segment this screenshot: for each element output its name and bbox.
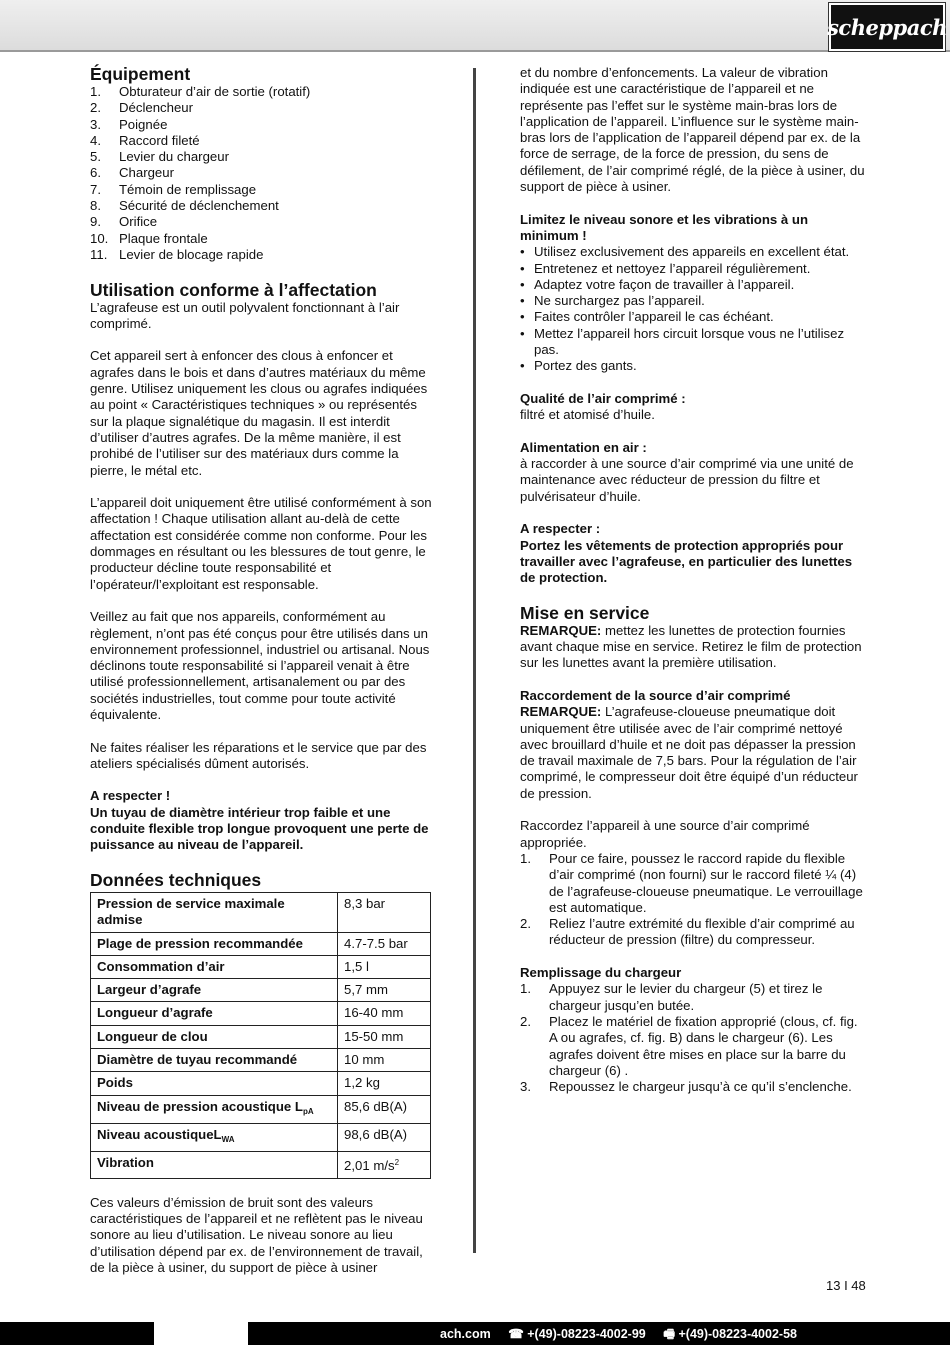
left-column <box>90 64 435 1276</box>
list-item: 2. Déclencheur <box>90 100 194 116</box>
footer-bar <box>0 1322 950 1345</box>
footer-website: ach.com <box>440 1327 491 1341</box>
list-item: • Utilisez exclusivement des appareils en excellent état. <box>520 244 850 260</box>
usage-paragraph-5: Ne faites réaliser les réparations et le service que par des ateliers spécialisés dûment autorisés. <box>90 739 427 771</box>
list-item: 1. Appuyez sur le levier du chargeur (5) et tirez le chargeur jusqu’en butée. <box>520 981 823 1013</box>
table-value: 1,2 kg <box>338 1072 431 1095</box>
respect-heading: A respecter : <box>520 521 601 537</box>
list-item: 5. Levier du chargeur <box>90 149 229 165</box>
table-row <box>91 1095 431 1123</box>
loading-heading: Remplissage du chargeur <box>520 965 682 981</box>
limit-heading: Limitez le niveau sonore et les vibrations à un minimum ! <box>520 211 809 243</box>
list-item: • Portez des gants. <box>520 358 637 374</box>
connection-paragraph: Raccordez l’appareil à une source d’air comprimé appropriée. <box>520 818 810 850</box>
table-value: 15-50 mm <box>338 1025 431 1048</box>
air-quality-text: filtré et atomisé d’huile. <box>520 407 655 423</box>
emission-paragraph: Ces valeurs d’émission de bruit sont des valeurs caractéristiques de l’appareil et ne reflètent pas le niveau sonore au lieu d’utilisation. Le niveau sonore au lieu d’utilisation dépend par ex. de l’environnement de travail, de la pièce à usiner, du support de pièce à usiner <box>90 1194 423 1275</box>
list-item: 8. Sécurité de déclenchement <box>90 198 279 214</box>
connection-heading: Raccordement de la source d’air comprimé <box>520 687 791 703</box>
table-key: Plage de pression recommandée <box>91 932 338 955</box>
limit-list <box>520 244 865 374</box>
technical-data-table <box>90 892 431 1179</box>
warning-text: Un tuyau de diamètre intérieur trop faible et une conduite flexible trop longue provoquent une perte de puissance au niveau de l’appareil. <box>90 804 429 853</box>
table-key: Niveau de pression acoustique $L_{pA}$ <box>91 1095 338 1123</box>
table-key: Largeur d’agrafe <box>91 979 338 1002</box>
list-item: 10. Plaque frontale <box>90 230 208 246</box>
footer-fax: 🖷 +(49)-08223-4002-58 <box>663 1327 797 1341</box>
table-key: Consommation d’air <box>91 955 338 978</box>
header-bar <box>0 0 950 52</box>
column-divider <box>473 68 476 1253</box>
brand-logo: scheppach <box>829 3 945 51</box>
table-value: 2,01 $m/s^2$ <box>338 1152 431 1178</box>
list-item: • Adaptez votre façon de travailler à l’appareil. <box>520 276 795 292</box>
footer-white-block <box>154 1322 248 1345</box>
list-item: • Mettez l’appareil hors circuit lorsque vous ne l’utilisez pas. <box>520 325 845 358</box>
table-value: 1,5 l <box>338 955 431 978</box>
table-value: 4.7-7.5 bar <box>338 932 431 955</box>
table-key: Diamètre de tuyau recommandé <box>91 1049 338 1072</box>
technical-data-heading: Données techniques <box>90 869 262 890</box>
footer-contact <box>440 1325 811 1346</box>
footer-phone: ☎ +(49)-08223-4002-99 <box>508 1327 646 1341</box>
usage-paragraph-4: Veillez au fait que nos appareils, conformément au règlement, n’ont pas été conçus pour être utilisés dans un environnement professionnel, industriel ou artisanal. Nous déclinons toute responsabilité si l’appareil venait à être utilisé professionnellement, artisanalement ou par des sociétés industrielles, tout comme pour toute activité équivalente. <box>90 609 430 722</box>
table-value: 5,7 mm <box>338 979 431 1002</box>
list-item: 2. Placez le matériel de fixation approprié (clous, cf. fig. A ou agrafes, cf. fig. B) dans le chargeur (6). Les agrafes doivent être mises en place sur la barre du chargeur (6) . <box>520 1013 858 1078</box>
list-item: 1. Pour ce faire, poussez le raccord rapide du flexible d’air comprimé (non fourni) sur le raccord fileté ¼ (4) de l’agrafeuse-cloueuse pneumatique. Le verrouillage est automatique. <box>520 850 863 915</box>
list-item: 6. Chargeur <box>90 165 174 181</box>
usage-paragraph-1: L’agrafeuse est un outil polyvalent fonctionnant à l’air comprimé. <box>90 299 400 331</box>
table-value: 16-40 mm <box>338 1002 431 1025</box>
table-row <box>91 979 431 1002</box>
table-key: Pression de service maximale admise <box>91 892 338 932</box>
usage-heading: Utilisation conforme à l’affectation <box>90 279 377 300</box>
page-number: 13 I 48 <box>826 1278 866 1293</box>
commissioning-remark: REMARQUE: mettez les lunettes de protection fournies avant chaque mise en service. Retirez le film de protection sur les lunettes avant la première utilisation. <box>520 622 862 671</box>
table-row <box>91 932 431 955</box>
usage-paragraph-2: Cet appareil sert à enfoncer des clous à enfoncer et agrafes dans le bois et dans d’autres matériaux du même genre. Utilisez uniquement les clous ou agrafes indiquées au point « Caractéristiques techniques » ou représentés sur la plaque signalétique du magasin. Il est interdit d’utiliser d’autres agrafes. De la même manière, il est prohibé de l’utiliser sur des matériaux durs comme la pierre, le métal etc. <box>90 348 428 478</box>
table-row <box>91 955 431 978</box>
table-row <box>91 892 431 932</box>
loading-steps <box>520 981 865 1095</box>
table-value: 85,6 dB(A) <box>338 1095 431 1123</box>
table-key: Niveau acoustiqueL$_{WA}$ <box>91 1123 338 1151</box>
list-item: 1. Obturateur d’air de sortie (rotatif) <box>90 84 311 99</box>
table-row <box>91 1025 431 1048</box>
list-item: 3. Poignée <box>90 116 168 132</box>
table-value: 98,6 dB(A) <box>338 1123 431 1151</box>
list-item: 7. Témoin de remplissage <box>90 181 257 197</box>
list-item: • Entretenez et nettoyez l’appareil régulièrement. <box>520 260 811 276</box>
equipment-list <box>90 84 435 263</box>
connection-remark: REMARQUE: L’agrafeuse-cloueuse pneumatique doit uniquement être utilisée avec de l’air comprimé nettoyé avec brouillard d’huile et ne doit pas dépasser la pression de travail maximale de 7,5 bars. Pour la régulation de l’air comprimé, le compresseur doit être équipé d’un réducteur de pression. <box>520 704 858 801</box>
commissioning-heading: Mise en service <box>520 602 650 623</box>
right-column <box>520 65 865 1095</box>
equipment-heading: Équipement <box>90 64 191 84</box>
table-row <box>91 1123 431 1151</box>
list-item: 2. Reliez l’autre extrémité du flexible d’air comprimé au réducteur de pression (filtre) du compresseur. <box>520 916 855 948</box>
air-supply-text: à raccorder à une source d’air comprimé via une unité de maintenance avec réducteur de pression du filtre et pulvérisateur d’huile. <box>520 456 854 504</box>
list-item: 4. Raccord fileté <box>90 132 200 148</box>
list-item: 11. Levier de blocage rapide <box>90 246 264 262</box>
table-row <box>91 1049 431 1072</box>
table-value: 10 mm <box>338 1049 431 1072</box>
list-item: 3. Repoussez le chargeur jusqu’à ce qu’il s’enclenche. <box>520 1079 852 1095</box>
air-quality-heading: Qualité de l’air comprimé : <box>520 390 686 406</box>
usage-paragraph-3: L’appareil doit uniquement être utilisé conformément à son affectation ! Chaque utilisation allant au-delà de cette affectation est considérée comme non conforme. Pour les dommages en résultant ou les blessures de tout genre, le producteur décline toute responsabilité et l’opérateur/l’exploitant est responsable. <box>90 495 432 592</box>
table-value: 8,3 bar <box>338 892 431 932</box>
respect-text: Portez les vêtements de protection appropriés pour travailler avec l’agrafeuse, en particulier des lunettes de protection. <box>520 537 853 586</box>
list-item: 9. Orifice <box>90 214 158 230</box>
table-key: Vibration <box>91 1152 338 1178</box>
table-key: Longueur de clou <box>91 1025 338 1048</box>
list-item: • Ne surchargez pas l’appareil. <box>520 293 705 309</box>
table-row <box>91 1002 431 1025</box>
table-key: Longueur d’agrafe <box>91 1002 338 1025</box>
air-supply-heading: Alimentation en air : <box>520 439 647 455</box>
table-row <box>91 1072 431 1095</box>
table-key: Poids <box>91 1072 338 1095</box>
vibration-continuation: et du nombre d’enfoncements. La valeur de vibration indiquée est une caractéristique de l’appareil et ne représente pas l’effet sur le système main-bras lors de l’application de l’appareil. L’influence sur le système main-bras lors de l’application de l’appareil dépend par ex. de la force de serrage, de la force de pression, du sens de défilement, de l’air comprimé réglé, de la pièce à usiner, du support de pièce à usiner. <box>520 65 865 195</box>
warning-heading: A respecter ! <box>90 788 171 804</box>
connection-steps <box>520 851 865 949</box>
list-item: • Faites contrôler l’appareil le cas échéant. <box>520 309 774 325</box>
table-row <box>91 1152 431 1178</box>
